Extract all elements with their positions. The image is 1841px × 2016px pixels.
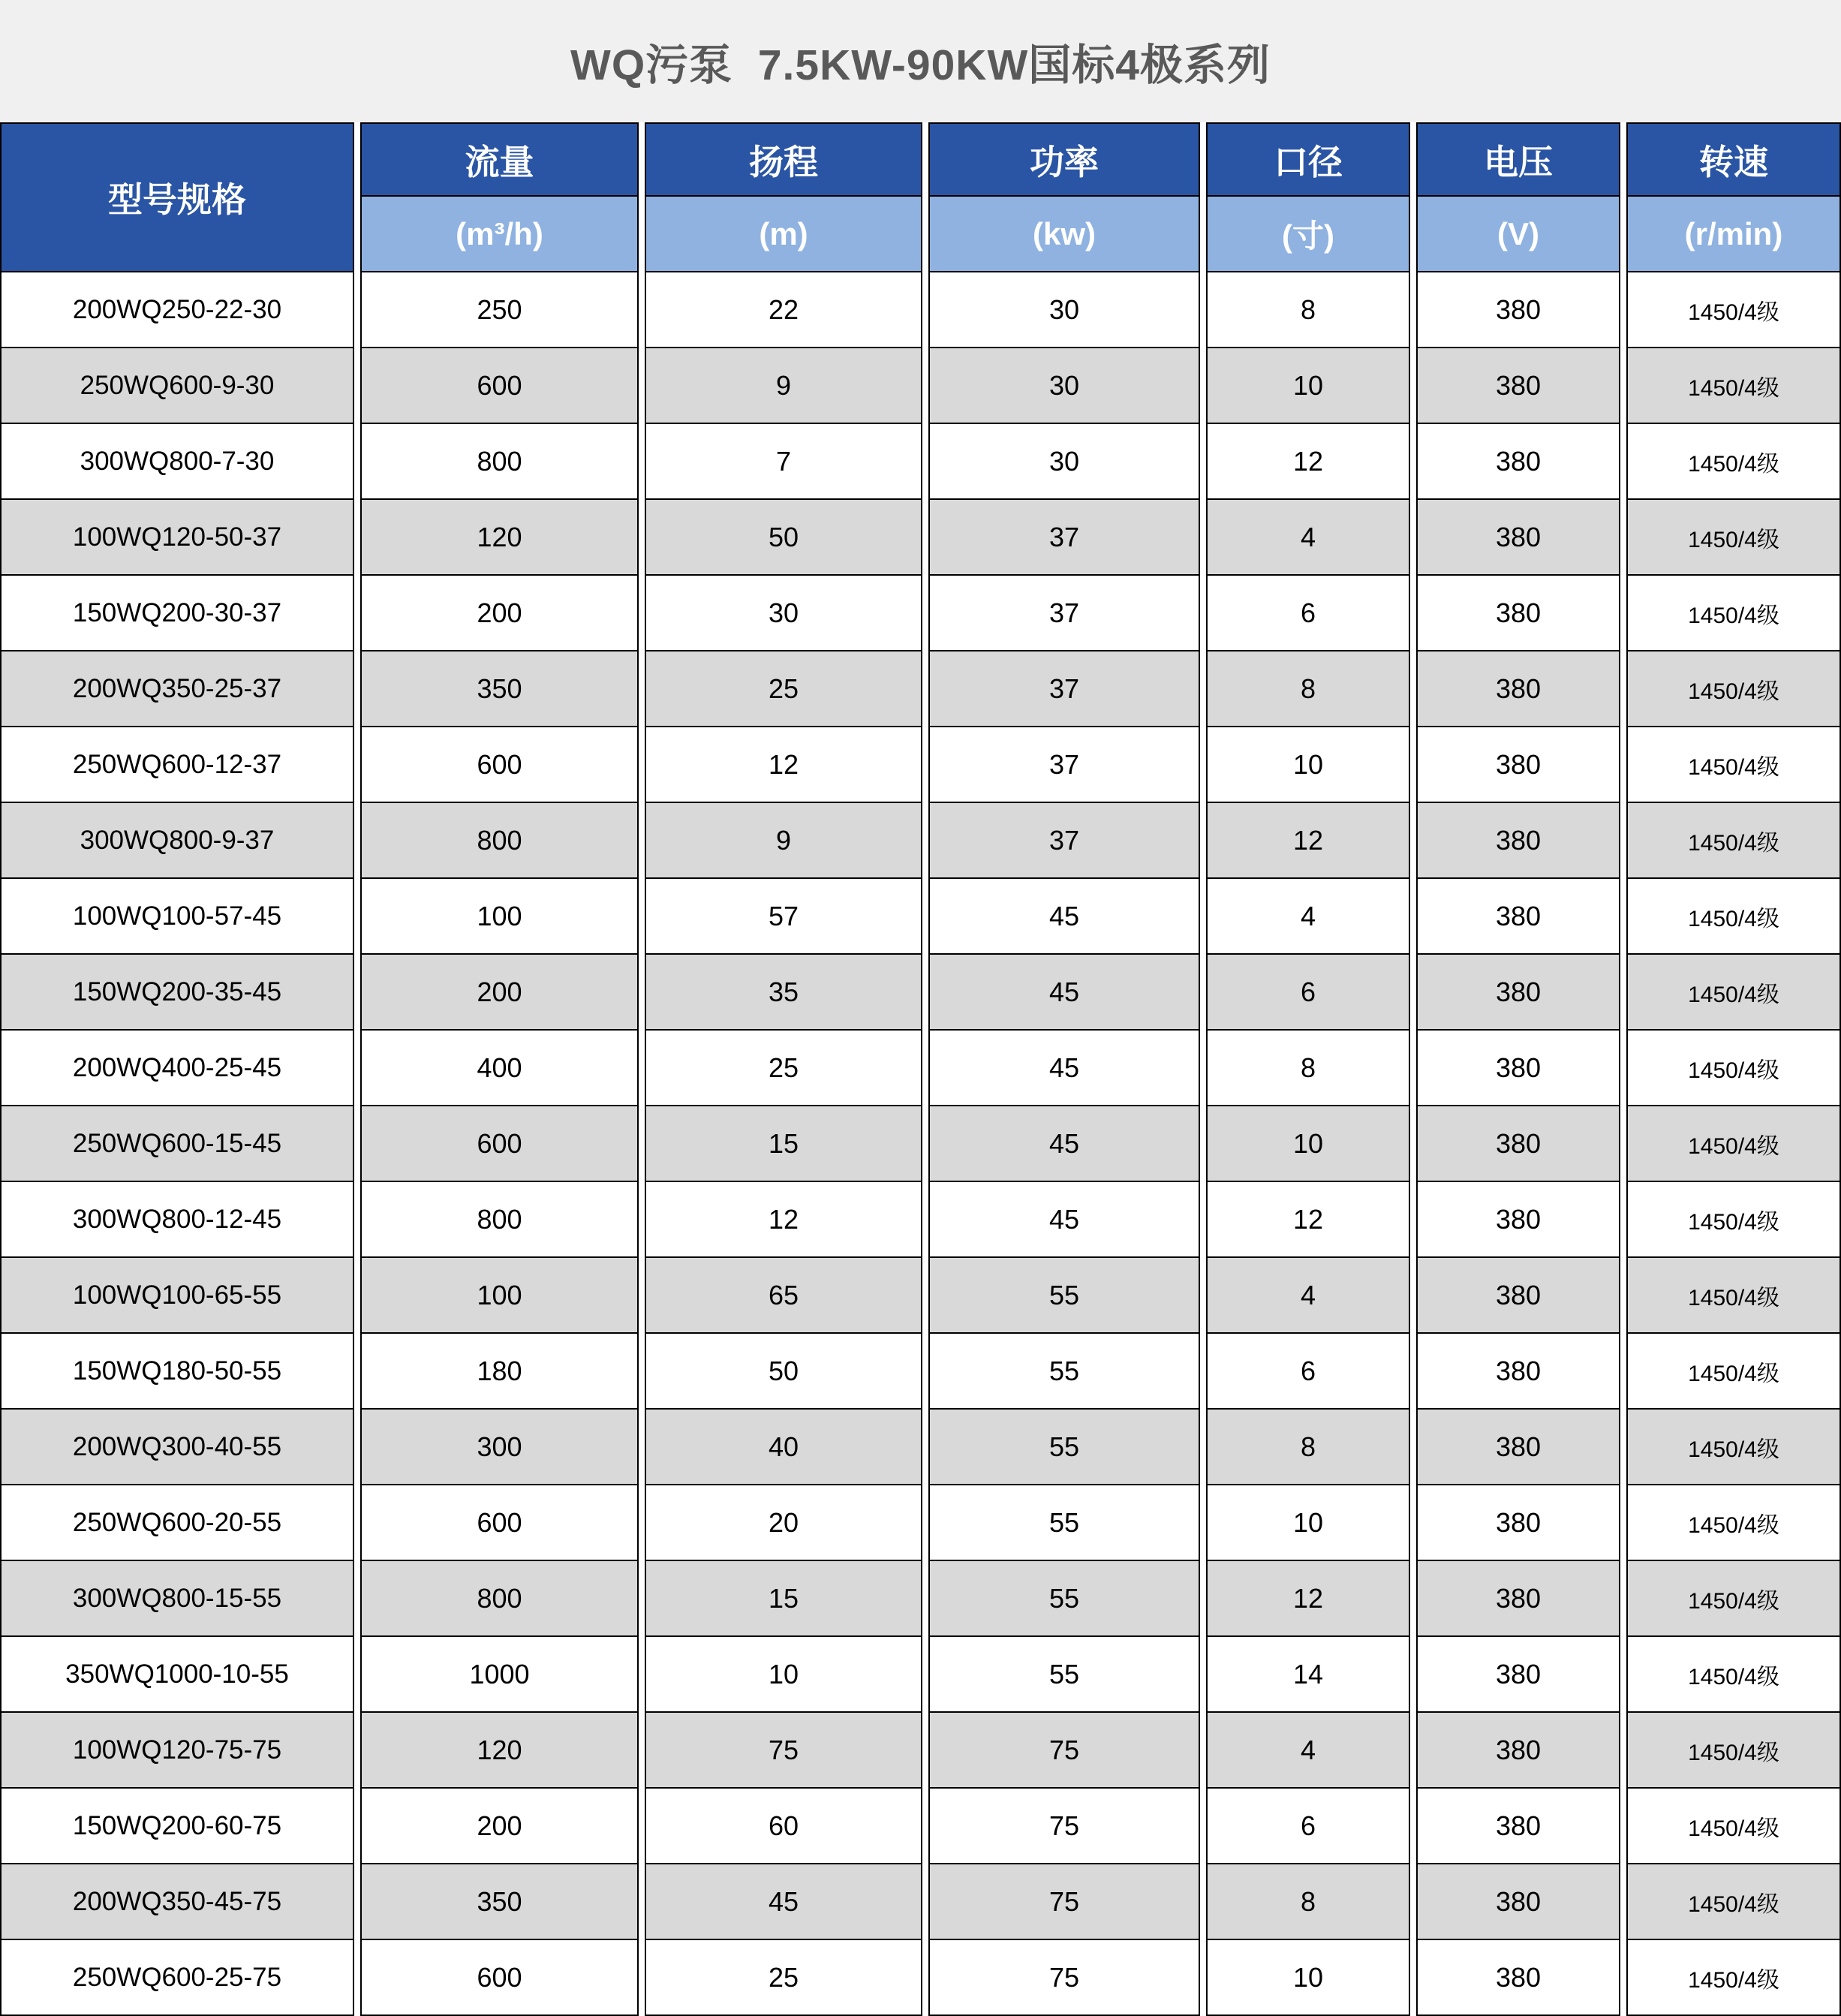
diameter-cell: 8 <box>1206 1864 1410 1940</box>
diameter-cell: 6 <box>1206 1334 1410 1410</box>
speed-cell: 1450/4级 <box>1626 1106 1841 1182</box>
head-cell: 65 <box>645 1258 922 1334</box>
diameter-cell: 8 <box>1206 272 1410 348</box>
speed-cell: 1450/4级 <box>1626 1940 1841 2016</box>
column-header-speed: 转速 <box>1626 122 1841 197</box>
title-bar <box>0 0 1841 122</box>
flow-cell: 100 <box>360 1258 639 1334</box>
speed-cell: 1450/4级 <box>1626 651 1841 727</box>
flow-cell: 800 <box>360 1561 639 1637</box>
column-header-power: 功率 <box>928 122 1200 197</box>
flow-cell: 120 <box>360 1713 639 1789</box>
speed-cell: 1450/4级 <box>1626 955 1841 1031</box>
column-header-voltage: 电压 <box>1416 122 1620 197</box>
speed-cell: 1450/4级 <box>1626 1031 1841 1106</box>
head-cell: 10 <box>645 1637 922 1713</box>
column-unit-power: (kw) <box>928 197 1200 272</box>
head-cell: 30 <box>645 576 922 651</box>
power-cell: 37 <box>928 576 1200 651</box>
diameter-cell: 12 <box>1206 1182 1410 1258</box>
speed-cell: 1450/4级 <box>1626 727 1841 803</box>
voltage-cell: 380 <box>1416 348 1620 424</box>
diameter-cell: 8 <box>1206 651 1410 727</box>
power-cell: 75 <box>928 1789 1200 1864</box>
power-cell: 55 <box>928 1561 1200 1637</box>
head-cell: 7 <box>645 424 922 500</box>
head-cell: 57 <box>645 879 922 955</box>
column-unit-speed: (r/min) <box>1626 197 1841 272</box>
flow-cell: 350 <box>360 651 639 727</box>
diameter-cell: 8 <box>1206 1410 1410 1485</box>
power-cell: 30 <box>928 348 1200 424</box>
voltage-cell: 380 <box>1416 576 1620 651</box>
speed-cell: 1450/4级 <box>1626 1258 1841 1334</box>
flow-cell: 800 <box>360 1182 639 1258</box>
diameter-cell: 10 <box>1206 1940 1410 2016</box>
diameter-cell: 4 <box>1206 1713 1410 1789</box>
diameter-cell: 10 <box>1206 727 1410 803</box>
column-unit-head: (m) <box>645 197 922 272</box>
diameter-cell: 6 <box>1206 576 1410 651</box>
diameter-cell: 12 <box>1206 424 1410 500</box>
head-cell: 25 <box>645 1031 922 1106</box>
head-cell: 22 <box>645 272 922 348</box>
head-cell: 35 <box>645 955 922 1031</box>
model-cell: 300WQ800-7-30 <box>0 424 354 500</box>
voltage-cell: 380 <box>1416 1258 1620 1334</box>
head-cell: 50 <box>645 500 922 576</box>
diameter-cell: 6 <box>1206 1789 1410 1864</box>
speed-cell: 1450/4级 <box>1626 576 1841 651</box>
flow-cell: 200 <box>360 1789 639 1864</box>
speed-cell: 1450/4级 <box>1626 803 1841 879</box>
power-cell: 75 <box>928 1940 1200 2016</box>
head-cell: 50 <box>645 1334 922 1410</box>
flow-cell: 800 <box>360 424 639 500</box>
flow-cell: 300 <box>360 1410 639 1485</box>
power-cell: 37 <box>928 803 1200 879</box>
model-cell: 150WQ180-50-55 <box>0 1334 354 1410</box>
voltage-cell: 380 <box>1416 1031 1620 1106</box>
model-cell: 200WQ350-25-37 <box>0 651 354 727</box>
head-cell: 75 <box>645 1713 922 1789</box>
diameter-cell: 8 <box>1206 1031 1410 1106</box>
speed-cell: 1450/4级 <box>1626 1637 1841 1713</box>
column-header-diameter: 口径 <box>1206 122 1410 197</box>
diameter-cell: 4 <box>1206 1258 1410 1334</box>
voltage-cell: 380 <box>1416 1864 1620 1940</box>
voltage-cell: 380 <box>1416 727 1620 803</box>
model-cell: 150WQ200-35-45 <box>0 955 354 1031</box>
voltage-cell: 380 <box>1416 1106 1620 1182</box>
model-cell: 100WQ100-65-55 <box>0 1258 354 1334</box>
model-cell: 350WQ1000-10-55 <box>0 1637 354 1713</box>
flow-cell: 250 <box>360 272 639 348</box>
flow-cell: 350 <box>360 1864 639 1940</box>
flow-cell: 600 <box>360 348 639 424</box>
voltage-cell: 380 <box>1416 955 1620 1031</box>
power-cell: 75 <box>928 1864 1200 1940</box>
voltage-cell: 380 <box>1416 1485 1620 1561</box>
head-cell: 40 <box>645 1410 922 1485</box>
flow-cell: 100 <box>360 879 639 955</box>
power-cell: 30 <box>928 424 1200 500</box>
model-cell: 250WQ600-15-45 <box>0 1106 354 1182</box>
voltage-cell: 380 <box>1416 1410 1620 1485</box>
model-cell: 250WQ600-9-30 <box>0 348 354 424</box>
model-cell: 250WQ600-12-37 <box>0 727 354 803</box>
voltage-cell: 380 <box>1416 1940 1620 2016</box>
model-cell: 300WQ800-9-37 <box>0 803 354 879</box>
voltage-cell: 380 <box>1416 1637 1620 1713</box>
head-cell: 45 <box>645 1864 922 1940</box>
column-header-head: 扬程 <box>645 122 922 197</box>
head-cell: 15 <box>645 1106 922 1182</box>
column-header-flow: 流量 <box>360 122 639 197</box>
speed-cell: 1450/4级 <box>1626 424 1841 500</box>
head-cell: 12 <box>645 1182 922 1258</box>
speed-cell: 1450/4级 <box>1626 1561 1841 1637</box>
model-cell: 100WQ120-75-75 <box>0 1713 354 1789</box>
flow-cell: 180 <box>360 1334 639 1410</box>
power-cell: 45 <box>928 1031 1200 1106</box>
power-cell: 45 <box>928 879 1200 955</box>
flow-cell: 200 <box>360 955 639 1031</box>
speed-cell: 1450/4级 <box>1626 1713 1841 1789</box>
voltage-cell: 380 <box>1416 424 1620 500</box>
diameter-cell: 12 <box>1206 1561 1410 1637</box>
flow-cell: 400 <box>360 1031 639 1106</box>
voltage-cell: 380 <box>1416 500 1620 576</box>
power-cell: 55 <box>928 1334 1200 1410</box>
speed-cell: 1450/4级 <box>1626 1485 1841 1561</box>
diameter-cell: 10 <box>1206 1106 1410 1182</box>
voltage-cell: 380 <box>1416 1789 1620 1864</box>
power-cell: 75 <box>928 1713 1200 1789</box>
head-cell: 60 <box>645 1789 922 1864</box>
speed-cell: 1450/4级 <box>1626 272 1841 348</box>
speed-cell: 1450/4级 <box>1626 348 1841 424</box>
flow-cell: 600 <box>360 1485 639 1561</box>
flow-cell: 120 <box>360 500 639 576</box>
spec-table <box>0 122 1841 2016</box>
speed-cell: 1450/4级 <box>1626 879 1841 955</box>
voltage-cell: 380 <box>1416 1713 1620 1789</box>
voltage-cell: 380 <box>1416 272 1620 348</box>
power-cell: 37 <box>928 727 1200 803</box>
power-cell: 55 <box>928 1410 1200 1485</box>
model-cell: 300WQ800-12-45 <box>0 1182 354 1258</box>
speed-cell: 1450/4级 <box>1626 1182 1841 1258</box>
column-unit-flow: (m³/h) <box>360 197 639 272</box>
diameter-cell: 14 <box>1206 1637 1410 1713</box>
voltage-cell: 380 <box>1416 1182 1620 1258</box>
model-cell: 200WQ350-45-75 <box>0 1864 354 1940</box>
power-cell: 55 <box>928 1485 1200 1561</box>
flow-cell: 800 <box>360 803 639 879</box>
diameter-cell: 10 <box>1206 348 1410 424</box>
model-cell: 300WQ800-15-55 <box>0 1561 354 1637</box>
model-cell: 150WQ200-60-75 <box>0 1789 354 1864</box>
flow-cell: 1000 <box>360 1637 639 1713</box>
diameter-cell: 12 <box>1206 803 1410 879</box>
head-cell: 25 <box>645 1940 922 2016</box>
voltage-cell: 380 <box>1416 803 1620 879</box>
diameter-cell: 4 <box>1206 500 1410 576</box>
page-title: WQ污泵 7.5KW-90KW国标4极系列 <box>570 41 1271 89</box>
flow-cell: 600 <box>360 727 639 803</box>
diameter-cell: 6 <box>1206 955 1410 1031</box>
speed-cell: 1450/4级 <box>1626 1864 1841 1940</box>
model-cell: 200WQ250-22-30 <box>0 272 354 348</box>
column-unit-diameter: (寸) <box>1206 197 1410 272</box>
speed-cell: 1450/4级 <box>1626 500 1841 576</box>
model-cell: 200WQ400-25-45 <box>0 1031 354 1106</box>
power-cell: 45 <box>928 1182 1200 1258</box>
column-header-model: 型号规格 <box>0 122 354 272</box>
head-cell: 25 <box>645 651 922 727</box>
power-cell: 55 <box>928 1258 1200 1334</box>
model-cell: 150WQ200-30-37 <box>0 576 354 651</box>
flow-cell: 200 <box>360 576 639 651</box>
power-cell: 30 <box>928 272 1200 348</box>
flow-cell: 600 <box>360 1106 639 1182</box>
head-cell: 12 <box>645 727 922 803</box>
model-cell: 100WQ120-50-37 <box>0 500 354 576</box>
voltage-cell: 380 <box>1416 1334 1620 1410</box>
model-cell: 100WQ100-57-45 <box>0 879 354 955</box>
model-cell: 250WQ600-25-75 <box>0 1940 354 2016</box>
diameter-cell: 4 <box>1206 879 1410 955</box>
head-cell: 9 <box>645 348 922 424</box>
power-cell: 45 <box>928 955 1200 1031</box>
head-cell: 9 <box>645 803 922 879</box>
column-unit-voltage: (V) <box>1416 197 1620 272</box>
speed-cell: 1450/4级 <box>1626 1789 1841 1864</box>
diameter-cell: 10 <box>1206 1485 1410 1561</box>
voltage-cell: 380 <box>1416 651 1620 727</box>
head-cell: 20 <box>645 1485 922 1561</box>
head-cell: 15 <box>645 1561 922 1637</box>
power-cell: 37 <box>928 651 1200 727</box>
model-cell: 250WQ600-20-55 <box>0 1485 354 1561</box>
flow-cell: 600 <box>360 1940 639 2016</box>
model-cell: 200WQ300-40-55 <box>0 1410 354 1485</box>
voltage-cell: 380 <box>1416 879 1620 955</box>
power-cell: 45 <box>928 1106 1200 1182</box>
speed-cell: 1450/4级 <box>1626 1334 1841 1410</box>
voltage-cell: 380 <box>1416 1561 1620 1637</box>
speed-cell: 1450/4级 <box>1626 1410 1841 1485</box>
power-cell: 55 <box>928 1637 1200 1713</box>
power-cell: 37 <box>928 500 1200 576</box>
